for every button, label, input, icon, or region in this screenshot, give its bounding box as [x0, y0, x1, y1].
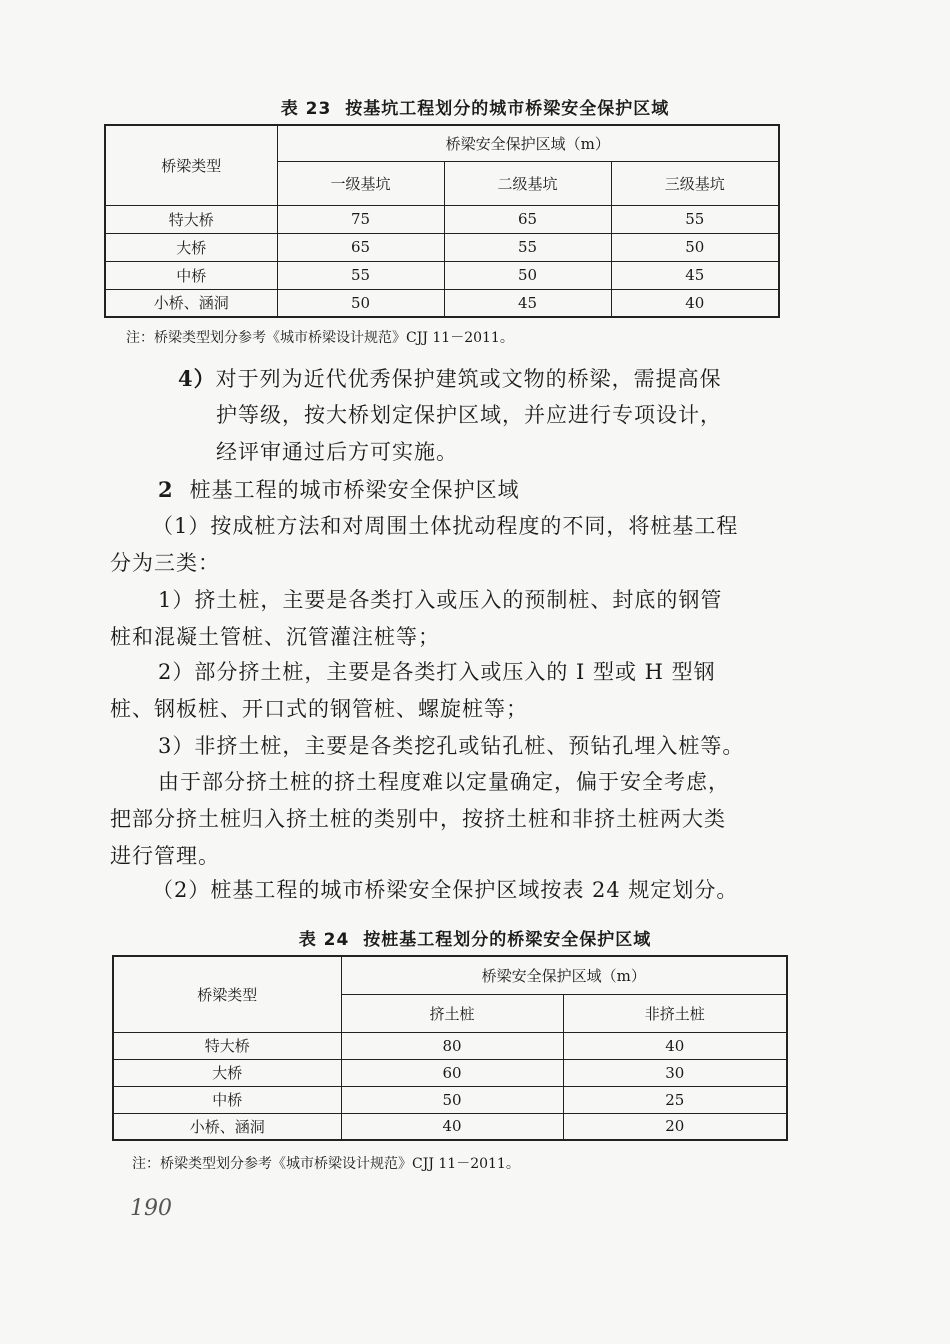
table24-cell-type: 大桥: [113, 1059, 341, 1086]
table23: [104, 124, 780, 318]
table-row: [113, 1059, 787, 1086]
table23-cell: 75: [277, 205, 444, 233]
table24-cell-type: 中桥: [113, 1086, 341, 1113]
item4-line3: 经评审通过后方可实施。: [216, 440, 458, 464]
page-number: 190: [130, 1196, 172, 1221]
table-row: [105, 261, 779, 289]
table-row: [113, 1086, 787, 1113]
table23-cell: 65: [277, 233, 444, 261]
table23-cell: 55: [277, 261, 444, 289]
table24-title: 按桩基工程划分的桥梁安全保护区域: [363, 930, 652, 950]
table-row: [105, 205, 779, 233]
table23-title: 按基坑工程划分的城市桥梁安全保护区域: [345, 99, 670, 119]
table23-cell: 45: [444, 289, 611, 317]
table23-cell: 45: [611, 261, 779, 289]
table24-cell-type: 特大桥: [113, 1032, 341, 1059]
table23-cell: 50: [277, 289, 444, 317]
section-heading: 2 桩基工程的城市桥梁安全保护区域: [158, 477, 520, 502]
table24-cell: 30: [563, 1059, 787, 1086]
paragraph-line: 进行管理。: [110, 844, 220, 868]
table23-cell-type: 中桥: [105, 261, 277, 289]
table23-header-type: 桥梁类型: [105, 125, 277, 205]
paragraph-line: 把部分挤土桩归入挤土桩的类别中，按挤土桩和非挤土桩两大类: [110, 807, 726, 831]
paragraph-line: 分为三类：: [110, 551, 220, 575]
table24: [112, 955, 788, 1141]
paragraph-line: （2）桩基工程的城市桥梁安全保护区域按表 24 规定划分。: [152, 878, 739, 902]
table-row: [113, 1032, 787, 1059]
table24-subheader: 挤土桩: [341, 994, 563, 1032]
table24-cell: 60: [341, 1059, 563, 1086]
paragraph-line: 桩、钢板桩、开口式的钢管桩、螺旋桩等；: [110, 697, 528, 721]
table24-cell-type: 小桥、涵洞: [113, 1113, 341, 1140]
table23-subheader: 二级基坑: [444, 161, 611, 205]
table24-subheader: 非挤土桩: [563, 994, 787, 1032]
table23-note: 注：桥梁类型划分参考《城市桥梁设计规范》CJJ 11－2011。: [126, 330, 514, 346]
table23-cell: 65: [444, 205, 611, 233]
item4-line1: 4）对于列为近代优秀保护建筑或文物的桥梁，需提高保: [178, 366, 722, 391]
table24-note: 注：桥梁类型划分参考《城市桥梁设计规范》CJJ 11－2011。: [132, 1156, 520, 1172]
table-row: [105, 233, 779, 261]
table23-cell: 55: [611, 205, 779, 233]
table23-cell-type: 小桥、涵洞: [105, 289, 277, 317]
table24-cell: 80: [341, 1032, 563, 1059]
paragraph-line: 桩和混凝土管桩、沉管灌注桩等；: [110, 625, 440, 649]
table24-header-group: 桥梁安全保护区域（m）: [341, 956, 787, 994]
table23-cell-type: 特大桥: [105, 205, 277, 233]
table23-header-group: 桥梁安全保护区域（m）: [277, 125, 779, 161]
paragraph-line: 由于部分挤土桩的挤土程度难以定量确定，偏于安全考虑，: [158, 770, 730, 794]
table23-number: 表 23: [280, 99, 332, 119]
paragraph-line: 3）非挤土桩，主要是各类挖孔或钻孔桩、预钻孔埋入桩等。: [158, 734, 745, 758]
table23-cell: 55: [444, 233, 611, 261]
table23-cell-type: 大桥: [105, 233, 277, 261]
table24-cell: 25: [563, 1086, 787, 1113]
table-row: [113, 1113, 787, 1140]
table23-caption: [0, 94, 950, 119]
table23-cell: 40: [611, 289, 779, 317]
table23-subheader: 一级基坑: [277, 161, 444, 205]
paragraph-line: （1）按成桩方法和对周围土体扰动程度的不同，将桩基工程: [152, 514, 739, 538]
table24-cell: 20: [563, 1113, 787, 1140]
table24-caption: [0, 925, 950, 950]
table24-cell: 40: [563, 1032, 787, 1059]
table23-cell: 50: [444, 261, 611, 289]
table23-subheader: 三级基坑: [611, 161, 779, 205]
table-row: [105, 289, 779, 317]
table24-cell: 50: [341, 1086, 563, 1113]
paragraph-line: 2）部分挤土桩，主要是各类打入或压入的 I 型或 H 型钢: [158, 660, 716, 684]
table23-cell: 50: [611, 233, 779, 261]
table24-header-type: 桥梁类型: [113, 956, 341, 1032]
paragraph-line: 1）挤土桩，主要是各类打入或压入的预制桩、封底的钢管: [158, 588, 723, 612]
item4-line2: 护等级，按大桥划定保护区域，并应进行专项设计，: [216, 403, 722, 427]
table24-number: 表 24: [298, 930, 350, 950]
table24-cell: 40: [341, 1113, 563, 1140]
